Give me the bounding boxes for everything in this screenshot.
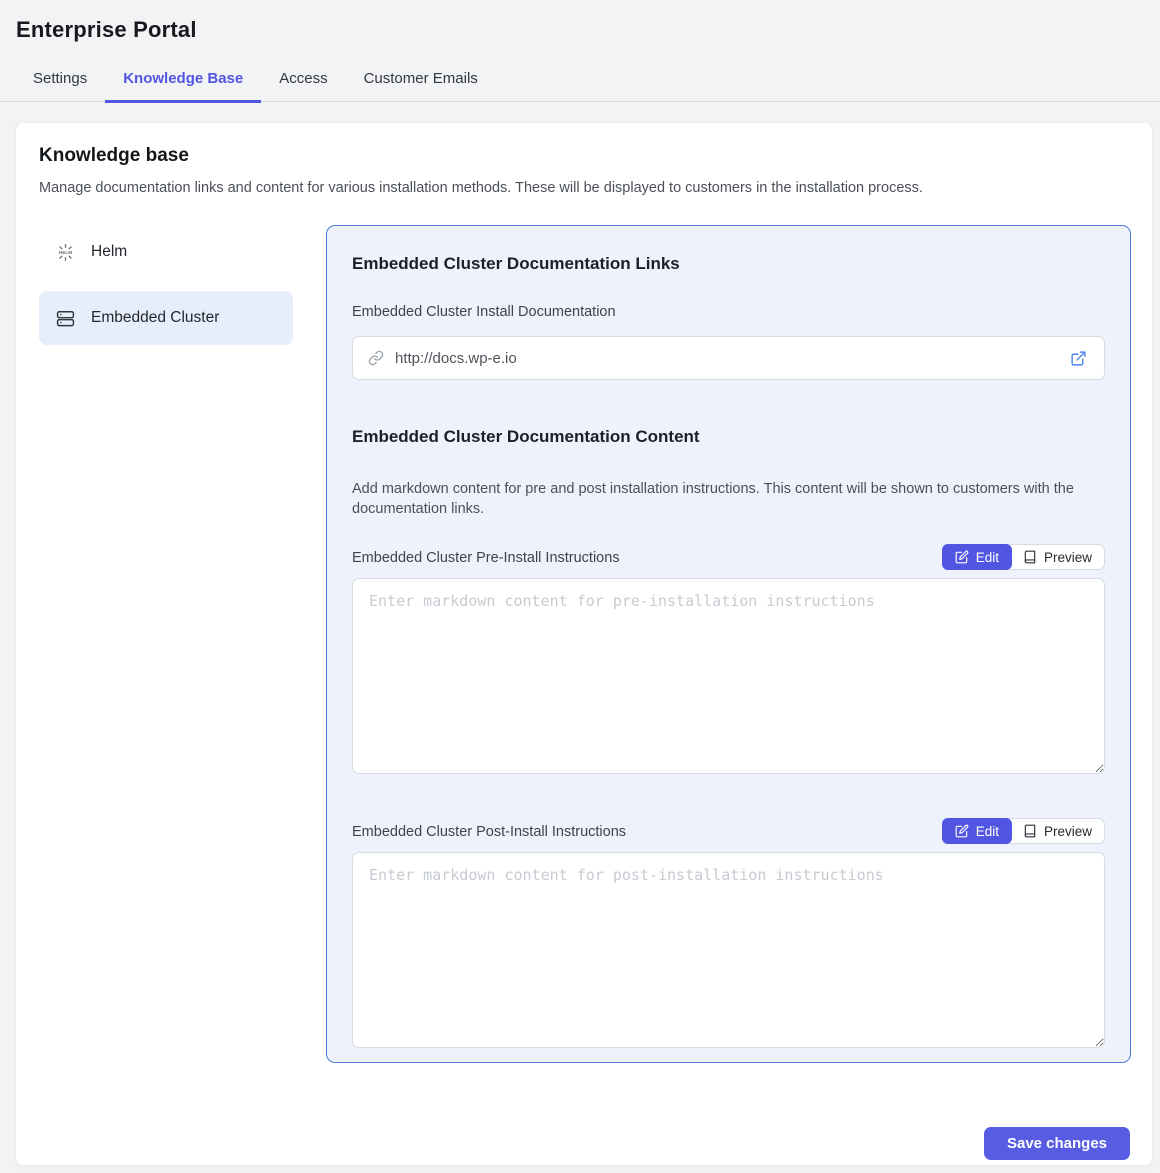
- pen-square-icon: [955, 550, 969, 564]
- pre-install-label: Embedded Cluster Pre-Install Instructions: [352, 550, 620, 566]
- tab-knowledge-base[interactable]: Knowledge Base: [105, 57, 261, 103]
- pre-install-header-row: [352, 544, 1105, 570]
- book-icon: [1023, 550, 1037, 564]
- install-doc-label: Embedded Cluster Install Documentation: [352, 304, 616, 320]
- sidebar-item-label: Embedded Cluster: [91, 309, 220, 326]
- pre-install-textarea[interactable]: [352, 578, 1105, 774]
- install-doc-url-field: [352, 336, 1105, 380]
- sidebar-item-embedded-cluster[interactable]: [39, 291, 293, 345]
- pre-install-preview-button[interactable]: [1011, 545, 1104, 569]
- external-link-icon: [1070, 350, 1087, 367]
- tab-access[interactable]: Access: [279, 70, 328, 87]
- pen-square-icon: [955, 824, 969, 838]
- link-icon: [368, 350, 384, 366]
- book-icon: [1023, 824, 1037, 838]
- sidebar-item-helm[interactable]: [39, 228, 293, 276]
- install-doc-url-input[interactable]: [393, 349, 1059, 368]
- edit-button-label: Edit: [975, 549, 999, 565]
- svg-text:HELM: HELM: [58, 250, 73, 256]
- pre-install-edit-button[interactable]: [942, 544, 1012, 570]
- sidebar-item-label: Helm: [91, 243, 128, 260]
- links-section-heading: Embedded Cluster Documentation Links: [352, 254, 680, 273]
- helm-icon: [56, 243, 75, 262]
- page-description: Manage documentation links and content for various installation methods. These will be displayed to customers in the installation process.: [39, 180, 923, 196]
- tab-customer-emails[interactable]: Customer Emails: [363, 70, 478, 87]
- save-changes-button[interactable]: Save changes: [984, 1127, 1130, 1160]
- post-install-label: Embedded Cluster Post-Install Instructions: [352, 824, 627, 840]
- server-icon: [56, 309, 75, 328]
- content-section-heading: Embedded Cluster Documentation Content: [352, 427, 700, 446]
- preview-button-label: Preview: [1043, 823, 1092, 839]
- post-install-preview-button[interactable]: [1011, 819, 1104, 843]
- post-install-mode-toggle: [942, 818, 1105, 844]
- post-install-header-row: [352, 818, 1105, 844]
- knowledge-base-card: [15, 122, 1153, 1166]
- edit-button-label: Edit: [975, 823, 999, 839]
- install-method-sidebar: [39, 228, 293, 345]
- post-install-edit-button[interactable]: [942, 818, 1012, 844]
- content-section-description: Add markdown content for pre and post installation instructions. This content will be shown to customers with the documentation links.: [352, 481, 1074, 517]
- preview-button-label: Preview: [1043, 549, 1092, 565]
- embedded-cluster-panel: [326, 225, 1131, 1063]
- post-install-textarea[interactable]: [352, 852, 1105, 1048]
- tab-bar: [0, 57, 1160, 102]
- open-link-button[interactable]: [1068, 348, 1089, 369]
- page-title: Knowledge base: [39, 145, 189, 166]
- app-title: Enterprise Portal: [16, 17, 197, 42]
- tab-settings[interactable]: Settings: [33, 70, 88, 87]
- pre-install-mode-toggle: [942, 544, 1105, 570]
